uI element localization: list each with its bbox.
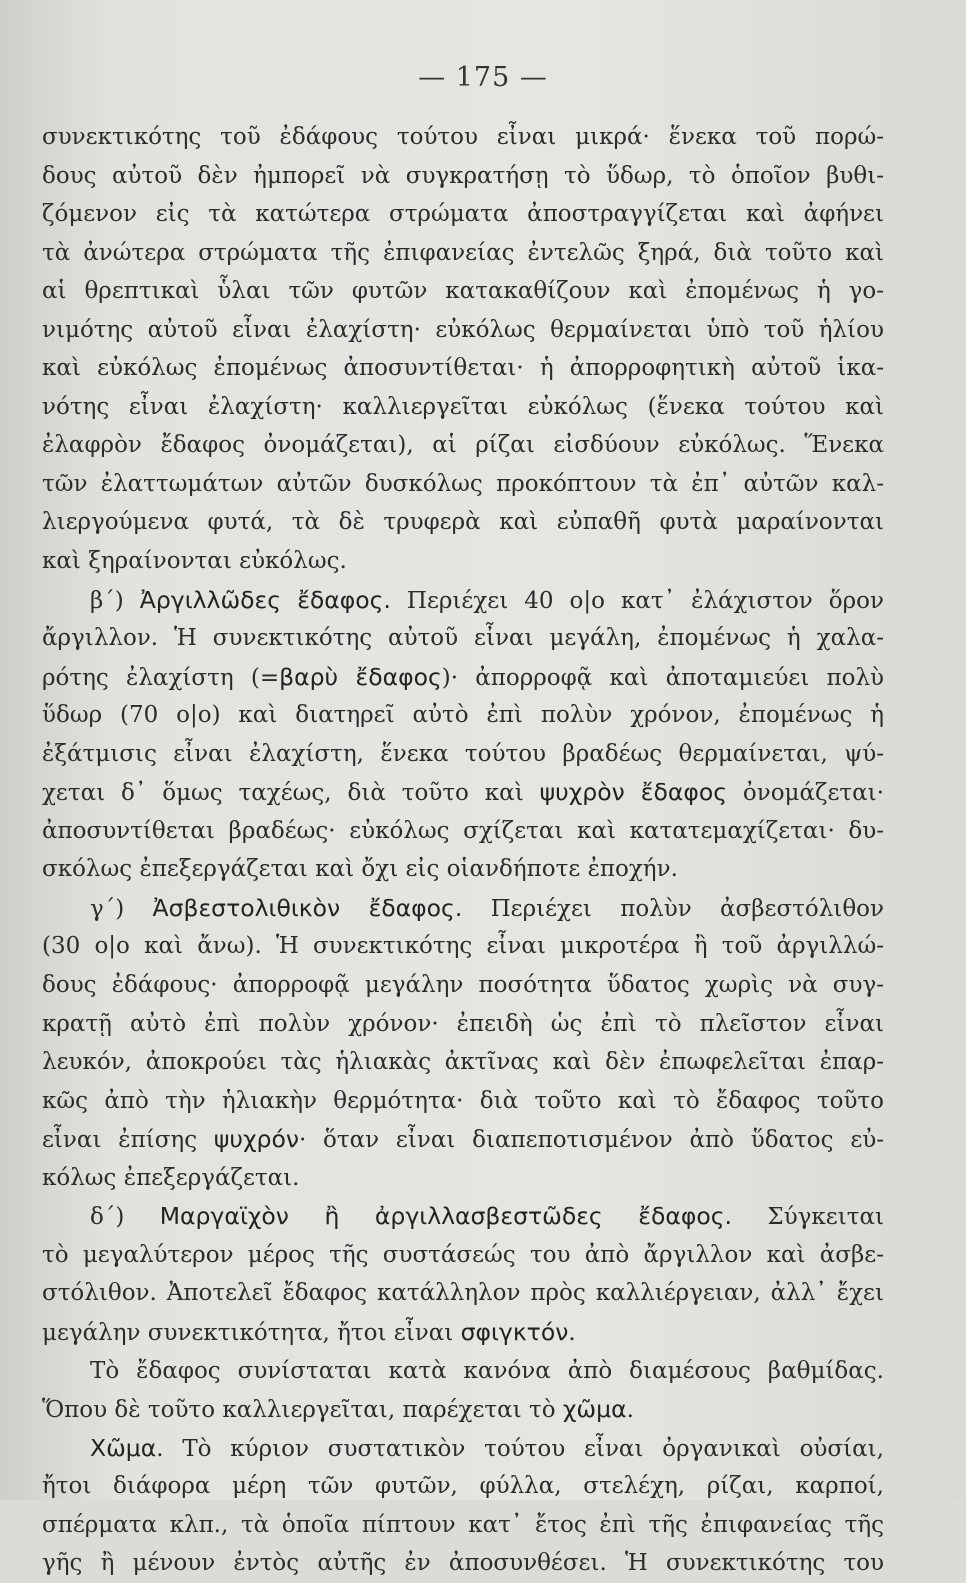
text-line	[42, 195, 884, 234]
section-heading: Ἀργιλλῶδες ἔδαφος.	[139, 585, 391, 614]
text-line	[42, 1544, 884, 1583]
line-text: Τὸ ἔδαφος συνίσταται κατὰ κανόνα ἀπὸ διαμέσους βαθμίδας.	[90, 1357, 884, 1384]
line-text: κῶς ἀπὸ τὴν ἡλιακὴν θερμότητα· διὰ τοῦτο καὶ τὸ ἔδαφος τοῦτο	[42, 1087, 884, 1114]
section-heading: Ἀσβεστολιθικὸν ἔδαφος.	[152, 893, 463, 922]
text-line	[42, 1005, 884, 1044]
text-line	[42, 1082, 884, 1121]
text-line	[42, 503, 884, 542]
line-text: χεται δ᾽ ὅμως ταχέως, διὰ τοῦτο καὶ	[42, 780, 540, 807]
text-line	[42, 619, 884, 658]
text-line	[42, 1390, 884, 1429]
text-line	[42, 1120, 884, 1159]
page-number: — 175 —	[418, 62, 548, 93]
text-line	[42, 1159, 884, 1198]
text-line	[42, 889, 884, 928]
text-line	[42, 773, 884, 812]
line-text: μεγάλην συνεκτικότητα, ἤτοι εἶναι	[42, 1319, 461, 1346]
line-text: )· ἀπορροφᾷ καὶ ἀποταμιεύει πολὺ	[441, 664, 884, 691]
line-text: τὸ μεγαλύτερον μέρος τῆς συστάσεώς του ἀπὸ ἄργιλλον καὶ ἀσβε-	[42, 1241, 884, 1268]
text-line	[42, 311, 884, 350]
line-text: ἀποσυντίθεται βραδέως· εὐκόλως σχίζεται καὶ κατατεμαχίζεται· δυ-	[42, 817, 884, 844]
text-line	[42, 1313, 884, 1352]
text-line	[42, 465, 884, 504]
text-line	[42, 1429, 884, 1468]
text-line	[42, 349, 884, 388]
section-heading: Μαργαϊχὸν ἢ ἀργιλλασβεστῶδες ἔδαφος.	[159, 1202, 732, 1231]
line-text: ὕδωρ (70 ο|ο) καὶ διατηρεῖ αὐτὸ ἐπὶ πολὺν χρόνον, ἐπομένως ἡ	[42, 702, 884, 729]
line-text: δους αὐτοῦ δὲν ἠμπορεῖ νὰ συγκρατήσῃ τὸ ὕδωρ, τὸ ὁποῖον βυθι-	[42, 162, 884, 189]
text-line	[42, 234, 884, 273]
text-line	[42, 1197, 884, 1236]
line-text: καὶ εὐκόλως ἐπομένως ἀποσυντίθεται· ἡ ἀπορροφητικὴ αὐτοῦ ἱκα-	[42, 355, 884, 382]
line-text: κόλως ἐπεξεργάζεται.	[42, 1164, 300, 1191]
section-heading: χῶμα	[562, 1395, 627, 1424]
text-line	[42, 542, 884, 581]
line-text: τῶν ἐλαττωμάτων αὐτῶν δυσκόλως προκόπτουν τὰ ἐπ᾽ αὐτῶν καλ-	[42, 470, 884, 497]
text-line	[42, 735, 884, 774]
section-heading: ψυχρὸν ἔδαφος	[539, 778, 727, 807]
line-text: .	[626, 1397, 634, 1424]
line-text: · ὅταν εἶναι διαπεποτισμένον ἀπὸ ὕδατος εὐ-	[298, 1127, 884, 1154]
line-text: ἐλαφρὸν ἔδαφος ὀνομάζεται), αἱ ρίζαι εἰσδύουν εὐκόλως. Ἕνεκα	[42, 432, 884, 459]
line-text: Σύγκειται	[732, 1204, 884, 1231]
section-heading: Χῶμα	[90, 1433, 157, 1462]
line-text: Ὅπου δὲ τοῦτο καλλιεργεῖται, παρέχεται τὸ	[42, 1397, 563, 1424]
body-text	[42, 118, 884, 1583]
line-text: γ΄)	[90, 895, 153, 922]
line-text: κρατῇ αὐτὸ ἐπὶ πολὺν χρόνον· ἐπειδὴ ὡς ἐπὶ τὸ πλεῖστον εἶναι	[42, 1010, 884, 1037]
text-line	[42, 272, 884, 311]
text-line	[42, 1506, 884, 1545]
line-text: δους ἐδάφους· ἀπορροφᾷ μεγάλην ποσότητα ὕδατος χωρὶς νὰ συγ-	[42, 972, 884, 999]
section-heading: βαρὺ ἔδαφος	[279, 662, 442, 691]
line-text: γῆς ἢ μένουν ἐντὸς αὐτῆς ἐν ἀποσυνθέσει. Ἡ συνεκτικότης του	[42, 1550, 884, 1577]
line-text: στόλιθον. Ἀποτελεῖ ἔδαφος κατάλληλον πρὸς καλλιέργειαν, ἀλλ᾽ ἔχει	[42, 1280, 884, 1307]
text-line	[42, 696, 884, 735]
text-line	[42, 426, 884, 465]
text-line	[42, 850, 884, 889]
line-text: ζόμενον εἰς τὰ κατώτερα στρώματα ἀποστραγγίζεται καὶ ἀφήνει	[42, 201, 884, 228]
text-line	[42, 1352, 884, 1391]
line-text: Περιέχει πολὺν ἀσβεστόλιθον	[462, 895, 884, 922]
line-text: λευκόν, ἀποκρούει τὰς ἡλιακὰς ἀκτῖνας καὶ δὲν ἐπωφελεῖται ἐπαρ-	[42, 1049, 884, 1076]
text-line	[42, 388, 884, 427]
line-text: (30 ο|ο καὶ ἄνω). Ἡ συνεκτικότης εἶναι μικροτέρα ἢ τοῦ ἀργιλλώ-	[42, 933, 884, 960]
text-line	[42, 1236, 884, 1275]
section-heading: σφιγκτόν	[460, 1317, 569, 1346]
line-text: . Τὸ κύριον συστατικὸν τούτου εἶναι ὀργανικαὶ οὐσίαι,	[156, 1435, 884, 1462]
line-text: ρότης ἐλαχίστη (=	[42, 664, 280, 691]
line-text: ἄργιλλον. Ἡ συνεκτικότης αὐτοῦ εἶναι μεγάλη, ἐπομένως ἡ χαλα-	[42, 625, 884, 652]
line-text: καὶ ξηραίνονται εὐκόλως.	[42, 548, 347, 575]
line-text: Περιέχει 40 ο|ο κατ᾽ ἐλάχιστον ὅρον	[390, 587, 884, 614]
line-text: ἐξάτμισις εἶναι ἐλαχίστη, ἕνεκα τούτου βραδέως θερμαίνεται, ψύ-	[42, 740, 884, 767]
line-text: νιμότης αὐτοῦ εἶναι ἐλαχίστη· εὐκόλως θερμαίνεται ὑπὸ τοῦ ἡλίου	[42, 316, 884, 343]
line-text: .	[568, 1319, 576, 1346]
line-text: ὀνομάζεται·	[727, 780, 884, 807]
text-line	[42, 1274, 884, 1313]
text-line	[42, 157, 884, 196]
line-text: δ΄)	[90, 1204, 160, 1231]
line-text: εἶναι ἐπίσης	[42, 1127, 214, 1154]
line-text: β΄)	[90, 587, 140, 614]
text-line	[42, 966, 884, 1005]
line-text: συνεκτικότης τοῦ ἐδάφους τούτου εἶναι μικρά· ἕνεκα τοῦ πορώ-	[42, 124, 884, 150]
text-line	[42, 118, 884, 157]
text-line	[42, 581, 884, 620]
line-text: λιεργούμενα φυτά, τὰ δὲ τρυφερὰ καὶ εὐπαθῆ φυτὰ μαραίνονται	[42, 509, 884, 536]
line-text: αἱ θρεπτικαὶ ὗλαι τῶν φυτῶν κατακαθίζουν καὶ ἐπομένως ἡ γο-	[42, 278, 884, 305]
text-line	[42, 1043, 884, 1082]
line-text: ἤτοι διάφορα μέρη τῶν φυτῶν, φύλλα, στελέχη, ρίζαι, καρποί,	[42, 1473, 884, 1500]
text-line	[42, 927, 884, 966]
line-text: νότης εἶναι ἐλαχίστη· καλλιεργεῖται εὐκόλως (ἕνεκα τούτου καὶ	[42, 393, 884, 420]
text-line	[42, 812, 884, 851]
text-line	[42, 658, 884, 697]
section-heading: ψυχρόν	[213, 1125, 299, 1154]
line-text: σκόλως ἐπεξεργάζεται καὶ ὄχι εἰς οἱανδήποτε ἐποχήν.	[42, 856, 678, 883]
line-text: σπέρματα κλπ., τὰ ὁποῖα πίπτουν κατ᾽ ἔτος ἐπὶ τῆς ἐπιφανείας τῆς	[42, 1511, 884, 1538]
line-text: τὰ ἀνώτερα στρώματα τῆς ἐπιφανείας ἐντελῶς ξηρά, διὰ τοῦτο καὶ	[42, 239, 884, 266]
